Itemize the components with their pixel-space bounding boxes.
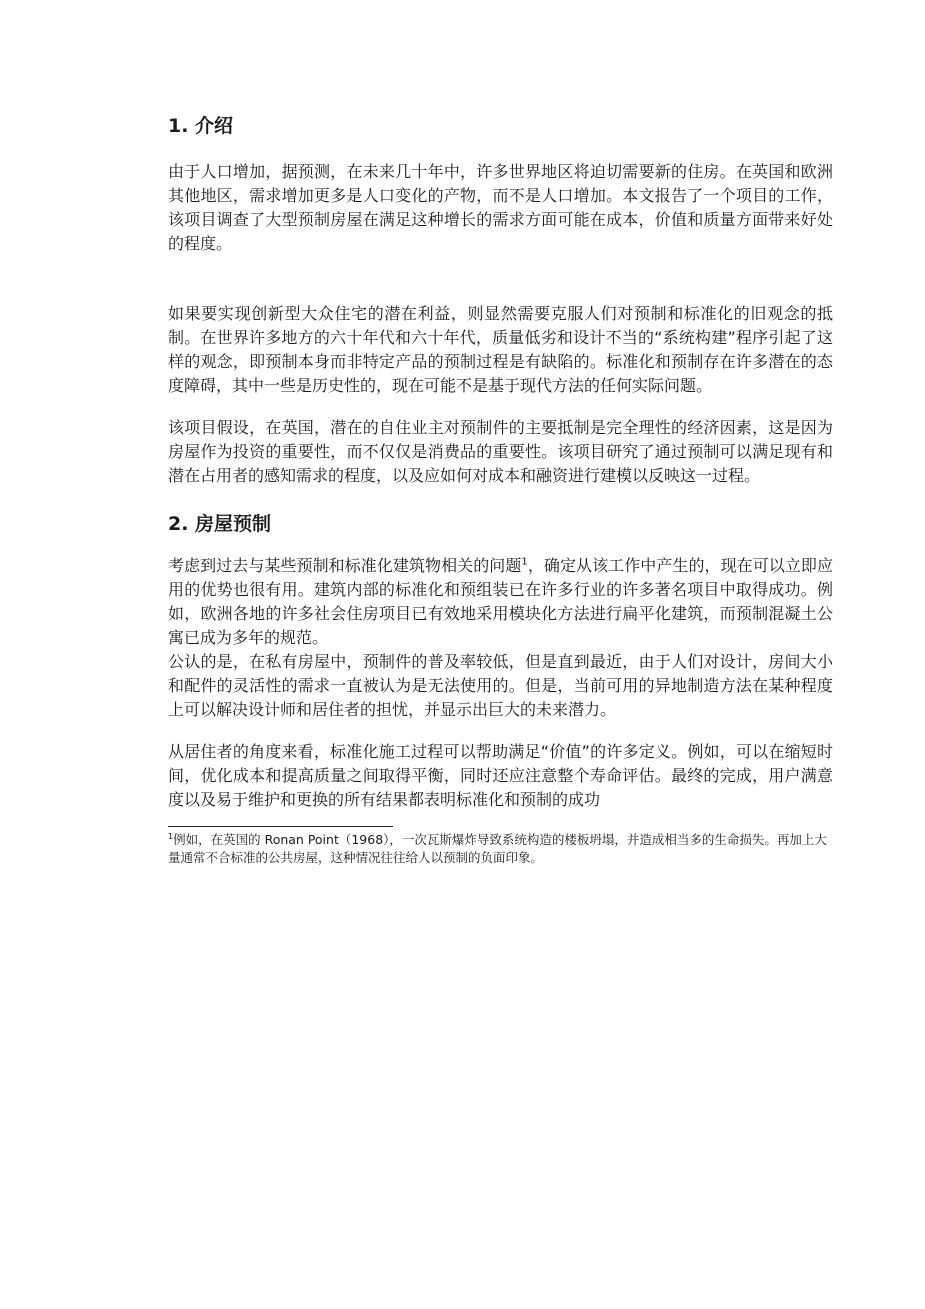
prefab-paragraph-1-start: 考虑到过去与某些预制和标准化建筑物相关的问题 — [168, 556, 522, 575]
prefab-paragraph-3: 从居住者的角度来看，标准化施工过程可以帮助满足“价值”的许多定义。例如，可以在缩短时间，优化成本和提高质量之间取得平衡，同时还应注意整个寿命评估。最终的完成，用户满意度以及易于维护和更换的所有结果都表明标准化和预制的成功 — [168, 742, 833, 809]
footnote — [168, 831, 833, 867]
footnote-reference[interactable]: 1 — [521, 556, 528, 568]
footnote-text: 例如，在英国的 Ronan Point（1968），一次瓦斯爆炸导致系统构造的楼板坍塌，并造成相当多的生命损失。再加上大量通常不合标准的公共房屋，这种情况往往给人以预制的负面印象。 — [168, 832, 827, 865]
prefab-paragraph-1 — [168, 554, 833, 650]
intro-paragraph-3: 该项目假设，在英国，潜在的自住业主对预制件的主要抵制是完全理性的经济因素，这是因为房屋作为投资的重要性，而不仅仅是消费品的重要性。该项目研究了通过预制可以满足现有和潜在占用者的感知需求的程度，以及应如何对成本和融资进行建模以反映这一过程。 — [168, 418, 833, 485]
prefab-paragraph-2: 公认的是，在私有房屋中，预制件的普及率较低，但是直到最近，由于人们对设计，房间大小和配件的灵活性的需求一直被认为是无法使用的。但是，当前可用的异地制造方法在某种程度上可以解决设计师和居住者的担忧，并显示出巨大的未来潜力。 — [168, 652, 833, 719]
section-heading-prefabrication: 2. 房屋预制 — [168, 513, 272, 535]
intro-paragraph-2: 如果要实现创新型大众住宅的潜在利益，则显然需要克服人们对预制和标准化的旧观念的抵制。在世界许多地方的六十年代和六十年代，质量低劣和设计不当的“系统构建”程序引起了这样的观念，即预制本身而非特定产品的预制过程是有缺陷的。标准化和预制存在许多潜在的态度障碍，其中一些是历史性的，现在可能不是基于现代方法的任何实际问题。 — [168, 304, 833, 395]
footnote-divider — [168, 826, 393, 827]
intro-paragraph-1: 由于人口增加，据预测，在未来几十年中，许多世界地区将迫切需要新的住房。在英国和欧洲其他地区，需求增加更多是人口变化的产物，而不是人口增加。本文报告了一个项目的工作，该项目调查了大型预制房屋在满足这种增长的需求方面可能在成本，价值和质量方面带来好处的程度。 — [168, 162, 833, 253]
document-page — [168, 112, 833, 867]
footnote-marker: 1 — [168, 831, 174, 841]
section-heading-introduction: 1. 介绍 — [168, 115, 234, 137]
prefab-paragraph-1-end: ，确定从该工作中产生的，现在可以立即应用的优势也很有用。建筑内部的标准化和预组装已在许多行业的许多著名项目中取得成功。例如，欧洲各地的许多社会住房项目已有效地采用模块化方法进行扁平化建筑，而预制混凝土公寓已成为多年的规范。 — [168, 556, 833, 647]
